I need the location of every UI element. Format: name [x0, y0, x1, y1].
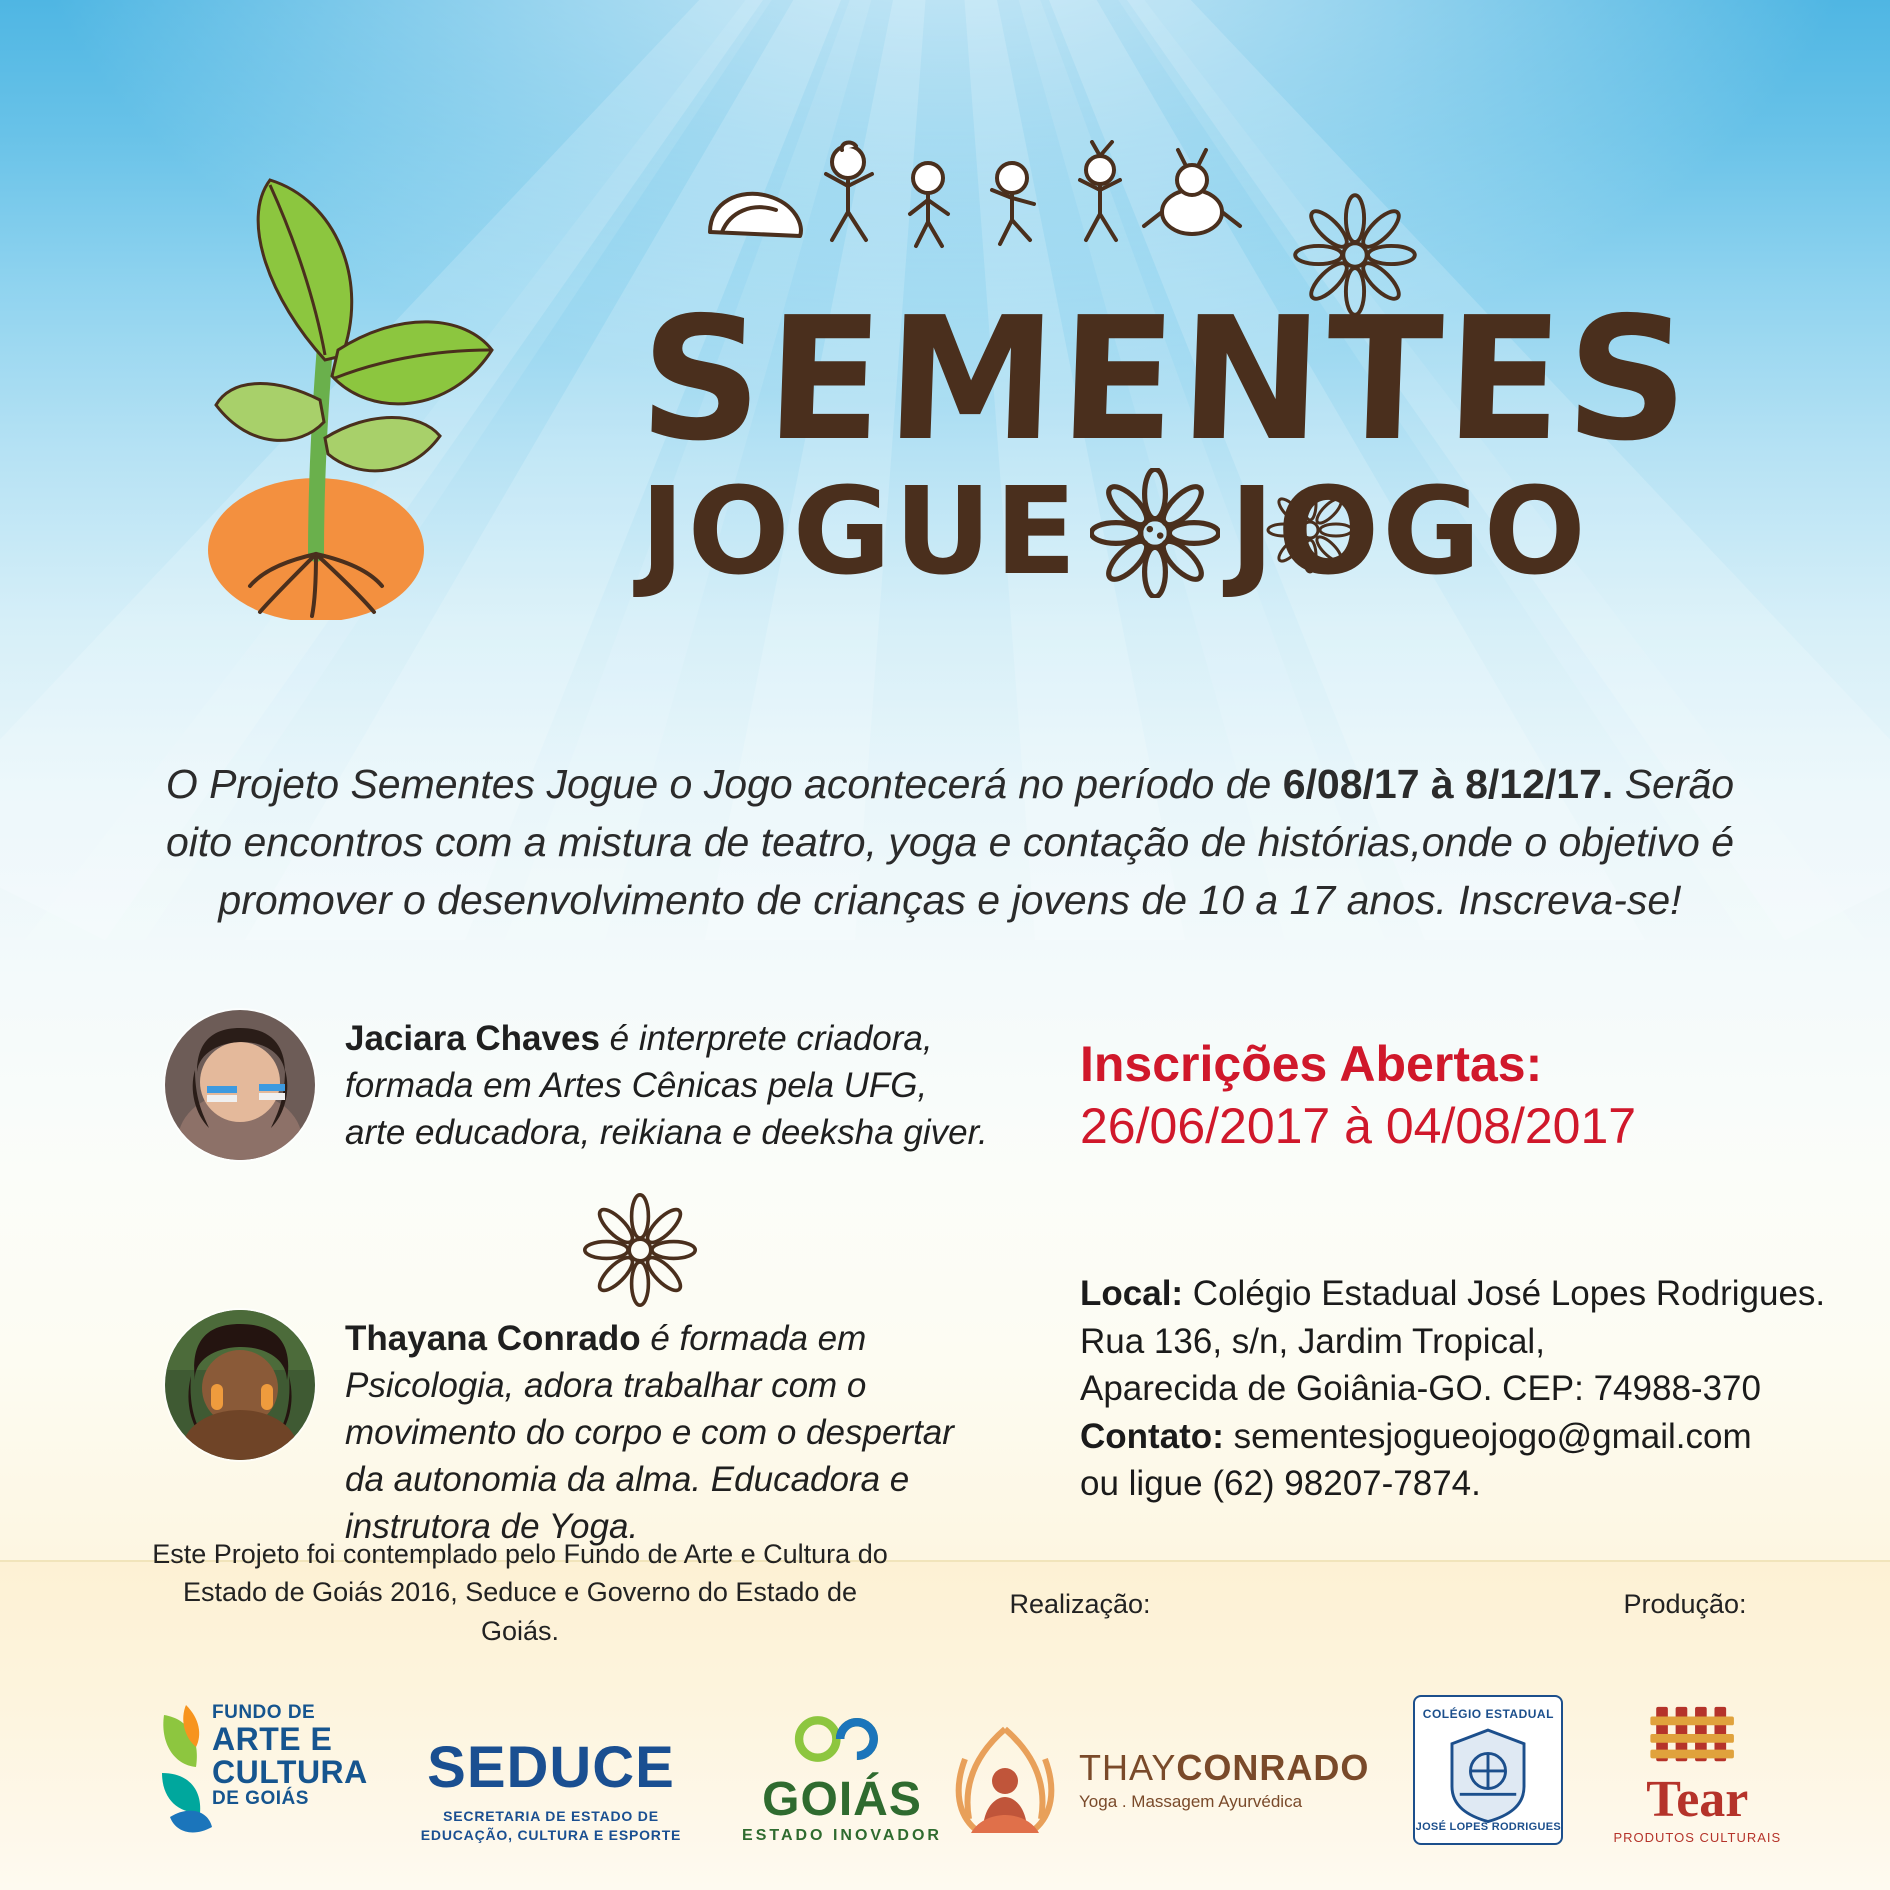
- contact-label: Contato:: [1080, 1416, 1224, 1456]
- goias-mark: [782, 1711, 902, 1767]
- enrollment-title: Inscrições Abertas:: [1080, 1036, 1543, 1092]
- seduce-subtitle: SECRETARIA DE ESTADO DE EDUCAÇÃO, CULTURA E ESPORTE: [420, 1808, 682, 1844]
- thayconrado-wordmark: [1079, 1748, 1369, 1788]
- logo-goias: [722, 1711, 962, 1845]
- daisy-flower-divider-icon: [580, 1190, 700, 1310]
- location-block: [1080, 1270, 1880, 1508]
- tear-wordmark: Tear: [1646, 1771, 1749, 1828]
- fac-line-3: CULTURA: [212, 1754, 368, 1791]
- colegio-bottom-text: JOSÉ LOPES RODRIGUES: [1415, 1821, 1562, 1833]
- poster-title-block: [636, 281, 1770, 602]
- bio-thayana-name: Thayana Conrado: [345, 1319, 641, 1358]
- thay-word-1: THAY: [1079, 1746, 1177, 1788]
- thayconrado-text: [1079, 1748, 1369, 1812]
- intro-paragraph: [160, 755, 1740, 930]
- bio-jaciara-text: [345, 1010, 995, 1160]
- thay-word-2: CONRADO: [1176, 1746, 1370, 1788]
- footer-label-producao: Produção:: [1623, 1589, 1747, 1619]
- fac-line-4: DE GOIÁS: [212, 1788, 309, 1810]
- footer-label-realizacao: Realização:: [1009, 1589, 1151, 1619]
- bio-thayana-conrado: [165, 1310, 995, 1550]
- avatar-photo-placeholder: [165, 1310, 315, 1460]
- bio-thayana-text: [345, 1310, 995, 1550]
- bio-jaciara-name: Jaciara Chaves: [345, 1019, 600, 1058]
- location-venue-line: [1080, 1270, 1880, 1318]
- goias-subtitle: ESTADO INOVADOR: [742, 1827, 942, 1844]
- logo-colegio-estadual: [1413, 1695, 1563, 1845]
- intro-period-dates: 6/08/17 à 8/12/17.: [1282, 761, 1614, 807]
- seduce-wordmark: SEDUCE: [427, 1735, 675, 1801]
- plant-seedling-logo: [120, 150, 540, 620]
- tear-weave-mark: [1637, 1701, 1757, 1769]
- footer-logos-left: [150, 1685, 962, 1845]
- avatar-photo-placeholder: [165, 1010, 315, 1160]
- daisy-flower-title-icon: [1090, 468, 1220, 598]
- fac-line-2: ARTE E: [212, 1720, 333, 1757]
- location-label: Local:: [1080, 1274, 1184, 1313]
- footer-logos-right: [945, 1695, 1787, 1845]
- logo-seduce: [416, 1734, 686, 1845]
- enrollment-dates: 26/06/2017 à 04/08/2017: [1080, 1098, 1637, 1154]
- intro-prefix: O Projeto Sementes Jogue o Jogo acontecerá no período de: [165, 761, 1283, 807]
- footer-funding-text: Este Projeto foi contemplado pelo Fundo de Arte e Cultura do Estado de Goiás 2016, Seduce e Governo do Estado de Goiás.: [152, 1539, 888, 1646]
- poster-title-main: SEMENTES: [636, 281, 1697, 479]
- goias-wordmark: GOIÁS: [762, 1773, 922, 1826]
- thayconrado-subtitle: Yoga . Massagem Ayurvédica: [1079, 1792, 1303, 1812]
- location-venue: Colégio Estadual José Lopes Rodrigues.: [1183, 1274, 1826, 1313]
- enrollment-block: [1080, 1035, 1850, 1157]
- poster-title-jogue: JOGUE: [640, 462, 1080, 602]
- poster-subtitle-row: [640, 462, 1770, 602]
- contact-email[interactable]: sementesjogueojogo@gmail.com: [1223, 1416, 1752, 1456]
- contact-phone: ou ligue (62) 98207-7874.: [1080, 1464, 1481, 1504]
- contact-line: [1080, 1413, 1880, 1461]
- location-address-line-1: Rua 136, s/n, Jardim Tropical,: [1080, 1321, 1545, 1361]
- logo-fundo-arte-cultura: [150, 1685, 380, 1845]
- doodle-people-icon: [700, 140, 1260, 260]
- fundo-arte-cultura-text: [212, 1703, 368, 1809]
- bio-jaciara-chaves: [165, 1010, 995, 1160]
- tear-subtitle: PRODUTOS CULTURAIS: [1613, 1830, 1782, 1845]
- bio-thayana-description: é formada em Psicologia, adora trabalhar com o movimento do corpo e com o despertar da autonomia da alma. Educadora e instrutora de Yoga.: [345, 1319, 954, 1546]
- fac-line-1: FUNDO DE: [212, 1702, 316, 1723]
- logo-tear: [1607, 1701, 1787, 1845]
- location-address-line-2: Aparecida de Goiânia-GO. CEP: 74988-370: [1080, 1369, 1761, 1409]
- colegio-top-text: COLÉGIO ESTADUAL: [1422, 1707, 1554, 1721]
- avatar-thayana-conrado: [165, 1310, 315, 1460]
- logo-thayconrado: [945, 1715, 1369, 1845]
- poster-title-jogo: JOGO: [1229, 462, 1589, 602]
- thayconrado-lotus-mark: [945, 1715, 1065, 1845]
- bio-jaciara-description: é interprete criadora, formada em Artes Cênicas pela UFG, arte educadora, reikiana e deeksha giver.: [345, 1019, 988, 1152]
- intro-rest: Serão oito encontros com a mistura de teatro, yoga e contação de histórias,onde o objetivo é promover o desenvolvimento de crianças e jovens de 10 a 17 anos. Inscreva-se!: [165, 761, 1735, 924]
- avatar-jaciara-chaves: [165, 1010, 315, 1160]
